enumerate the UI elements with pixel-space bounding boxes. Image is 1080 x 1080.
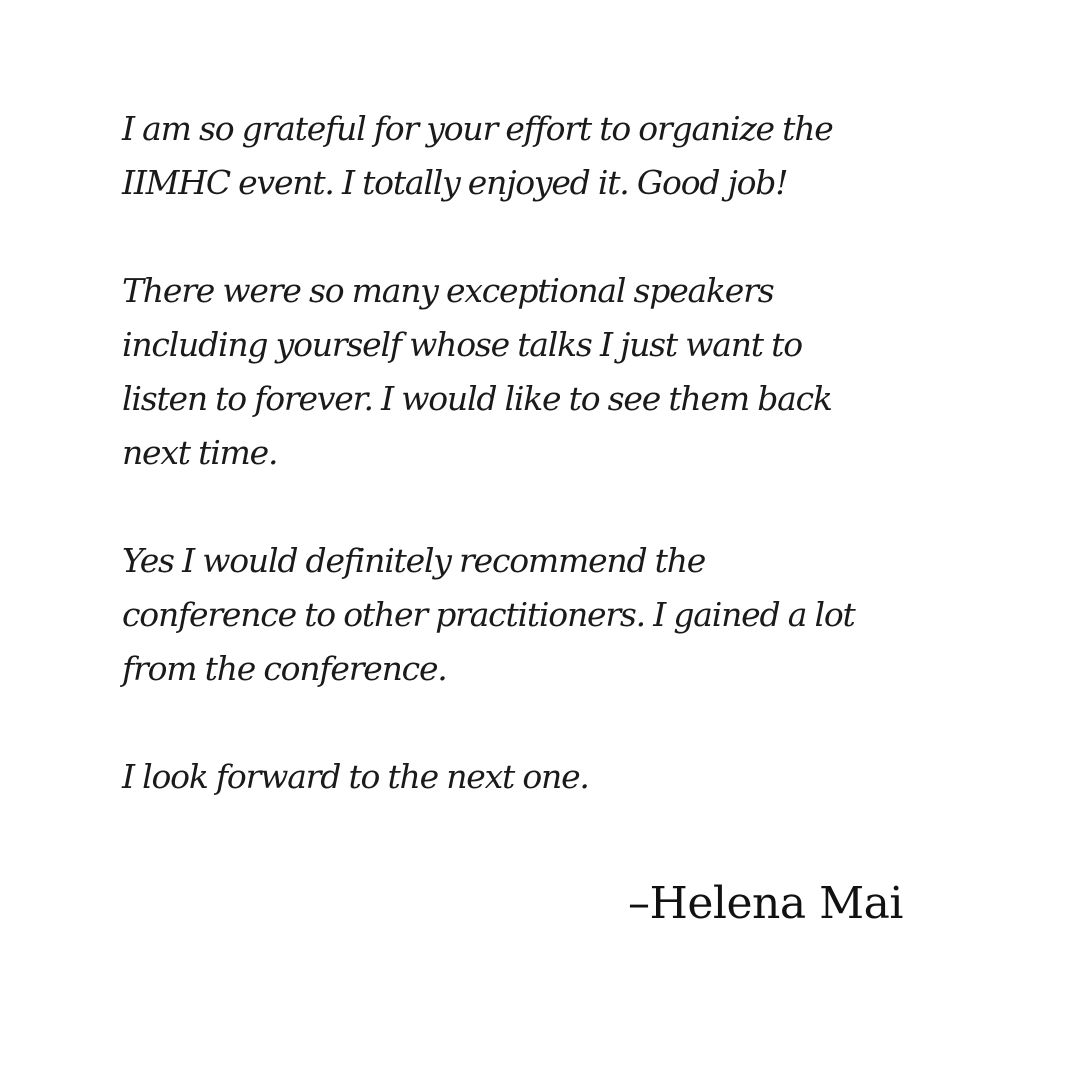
testimonial-paragraph-2 — [122, 264, 952, 480]
paragraph-line: next time. — [122, 433, 278, 472]
paragraph-line: I look forward to the next one. — [122, 757, 589, 796]
testimonial-paragraph-1 — [122, 102, 952, 210]
paragraph-line: IIMHC event. I totally enjoyed it. Good job! — [122, 163, 788, 202]
paragraph-line: Yes I would definitely recommend the — [122, 541, 706, 580]
paragraph-line: There were so many exceptional speakers — [122, 271, 774, 310]
testimonial-paragraph-3 — [122, 534, 952, 696]
paragraph-line: conference to other practitioners. I gained a lot — [122, 595, 855, 634]
testimonial-paragraph-4 — [122, 750, 952, 804]
signature: –Helena Mai — [628, 878, 903, 929]
paragraph-line: I am so grateful for your effort to organize the — [122, 109, 833, 148]
paragraph-line: from the conference. — [122, 649, 447, 688]
paragraph-line: including yourself whose talks I just want to — [122, 325, 802, 364]
paragraph-line: listen to forever. I would like to see them back — [122, 379, 832, 418]
